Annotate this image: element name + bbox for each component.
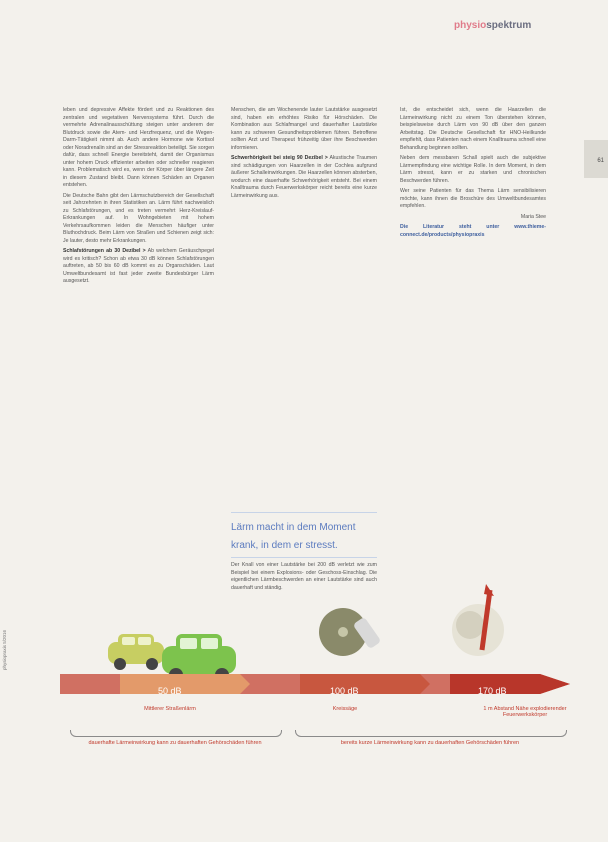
side-footer-text: physiopraxis 5/2016 [2, 630, 7, 671]
pull-quote [231, 512, 377, 558]
pull-quote-text: Lärm macht in dem Moment krank, in dem er stresst. [231, 522, 356, 551]
col1-para-1: leben und depressive Affekte fördert und zu Reaktionen des zentralen und vegetativen Nervensystems führt. Durch die vermehrte Adrenalinausschüttung steigen unter anderem der Blutdruck sowie die Atem- und Herzfrequenz, und die Wegen-Darm-Tätigkeit nimmt ab. Auch andere Hormone wie Kortisol oder Noradrenalin sind an der Stressreaktion beteiligt. Sie sorgen dafür, dass schnell Energie bereitsteht, damit der Organismus unter hohem Druck effizienter arbeiten oder schneller reagieren kann. Problematisch wird es, wenn der Körper über längere Zeit in diesem Zustand bleibt. Dann können Schäden an Organen entstehen. [63, 107, 214, 188]
label-saw: Kreissäge [332, 706, 358, 712]
header-brand [454, 20, 531, 31]
db-level-170: 170 dB [478, 686, 507, 696]
bracket-right-text: bereits kurze Lärmeinwirkung kann zu dauerhaften Gehörschäden führen [340, 740, 520, 746]
page-number: 61 [597, 158, 604, 164]
literature-link[interactable]: Die Literatur steht unter www.thieme-connect.de/products/physiopraxis [400, 224, 546, 238]
column-2 [231, 107, 377, 203]
col2-after: Akustische Traumen sind schädigungen von Haarzellen in der Cochlea aufgrund äußerer Schalleinwirkungen. Die Haarzellen können absterben, wodurch eine dauerhafte Schwerhörigkeit entsteht. Bei einem Knalltrauma durch Feuerwerkskörper reicht bereits eine kurze Lärmeinwirkung aus. [231, 155, 377, 199]
db-level-100: 100 dB [330, 686, 359, 696]
brand-part2: spektrum [486, 20, 532, 31]
col2-heading: Schwerhörigkeit bei steig 90 Dezibel > [231, 155, 328, 161]
bracket-left [70, 730, 282, 737]
col3-para-3: Wer seine Patienten für das Thema Lärm sensibilisieren möchte, kann ihnen die Broschüre des Umweltbundesamtes empfehlen. [400, 188, 546, 209]
col1-heading: Schlafstörungen ab 30 Dezibel > [63, 248, 146, 254]
bracket-left-text: dauerhafte Lärmeinwirkung kann zu dauerhaften Gehörschäden führen [88, 740, 262, 746]
firework-icon [452, 584, 504, 656]
col2-bottom-para: Der Knall von einer Lautstärke bei 200 dB verletzt wie zum Beispiel bei einem Explosions- oder Geschoss-Einschlag. Die eigentlichen Lärmbeschwerden an einer Lautstärke sind auch dauerhaft und ständig. [231, 562, 377, 591]
label-street-noise: Mittlerer Straßenlärm [144, 706, 196, 712]
db-arrow-band [60, 666, 570, 702]
col3-para-2: Neben dem messbaren Schall spielt auch die subjektive Lärmempfindung eine wichtige Rolle. In dem Moment, in dem Lärm stresst, kann er zu starken und chronischen Beschwerden führen. [400, 155, 546, 184]
col1-para-2: Die Deutsche Bahn gibt den Lärmschutzbereich der Gesellschaft seit Jahrzehnten in ihren Statistiken an. Lärm führt nachweislich zu Schlafstörungen, und es treten vermehrt Herz-Kreislauf-Erkrankungen auf. In Wohngebieten mit hohem Verkehrsaufkommen leiden die Menschen häufiger unter Bluthochdruck. Beim Lärm von Straßen und Schienen zeigt sich: Je lauter, desto mehr Erkrankungen. [63, 192, 214, 244]
car-icon-back [108, 634, 164, 670]
author-name: Maria Stee [520, 213, 546, 220]
column-1 [63, 107, 214, 289]
col1-after: Ab welchem Geräuschpegel wird es kritisch? Schon ab etwa 30 dB können Schlafstörungen auftreten, ab 50 bis 60 dB kommt es zu Organschäden. Laut Umweltbundesamt ist fast jeder zweite Bundesbürger Lärm ausgesetzt. [63, 248, 214, 284]
brand-part1: physio [454, 20, 487, 31]
page-tab [584, 140, 608, 178]
col2-para: Menschen, die am Wochenende lauter Lautstärke ausgesetzt sind, haben ein erhöhtes Risiko für Hörschäden. Die Kombination aus Schlafmangel und dauerhafter Lautstärke kann zu schweren Gesundheitsproblemen führen. Betroffene sollten Arzt und Therapeut frühzeitig über ihre Beschwerden informieren. [231, 107, 377, 151]
label-firework: 1 m Abstand Nähe explodierender Feuerwerkskörper [483, 706, 567, 718]
col3-para-1: Ist, die entscheidet sich, wenn die Haarzellen die Lärmeinwirkung nicht zu einem Ton überstehen können, beispielsweise durch Lärm von 90 dB über den ganzen Arbeitstag. Die Deutsche Gesellschaft für HNO-Heilkunde empfiehlt, dass Patienten nach einem Knalltrauma schnell eine Behandlung beginnen sollten. [400, 107, 546, 151]
db-level-50: 50 dB [158, 686, 182, 696]
saw-icon [319, 608, 381, 656]
column-3 [400, 107, 546, 242]
bracket-right [295, 730, 567, 737]
